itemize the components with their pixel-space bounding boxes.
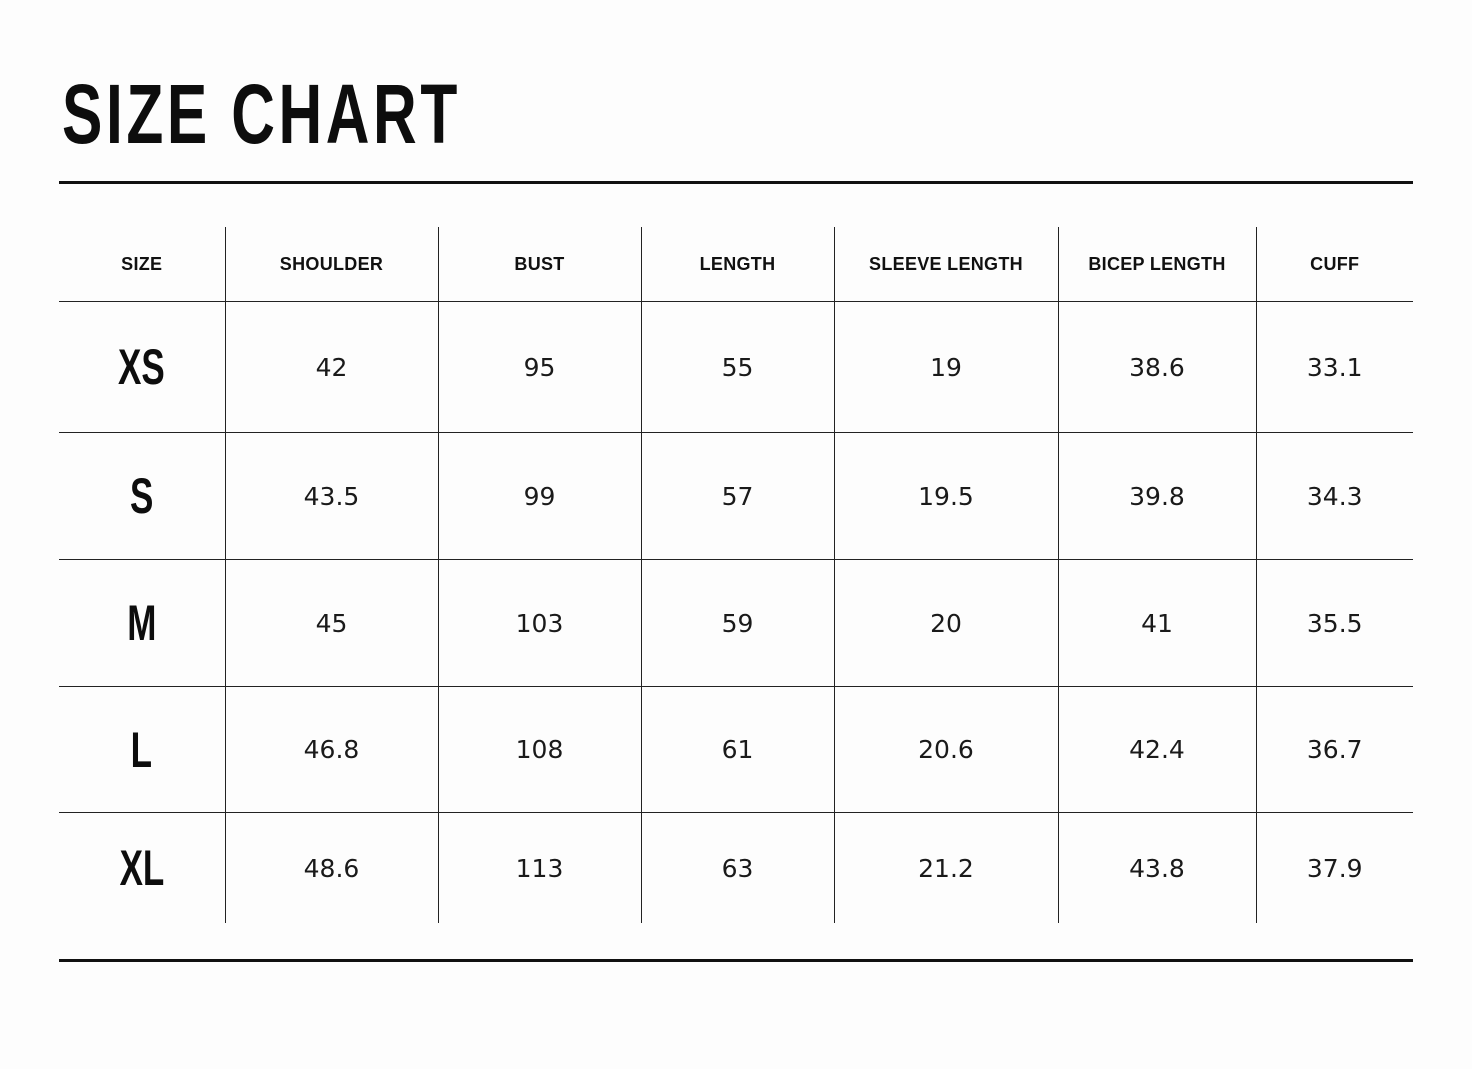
length-cell: 57 [641, 433, 834, 560]
shoulder-cell: 46.8 [225, 687, 438, 813]
length-cell: 61 [641, 687, 834, 813]
column-header-cuff: CUFF [1256, 227, 1413, 302]
size-label-cell [59, 813, 225, 924]
sleeve-length-cell: 21.2 [834, 813, 1058, 924]
cuff-cell: 34.3 [1256, 433, 1413, 560]
sleeve-length-cell: 19.5 [834, 433, 1058, 560]
bottom-divider [59, 959, 1413, 962]
bicep-length-cell: 41 [1058, 560, 1256, 687]
size-label-cell [59, 560, 225, 687]
bust-cell: 113 [438, 813, 641, 924]
column-header-bicep-length: BICEP LENGTH [1058, 227, 1256, 302]
column-header-length: LENGTH [641, 227, 834, 302]
size-label-cell [59, 302, 225, 433]
table-row [59, 302, 1413, 433]
bust-cell: 95 [438, 302, 641, 433]
sleeve-length-cell: 20.6 [834, 687, 1058, 813]
bicep-length-cell: 38.6 [1058, 302, 1256, 433]
shoulder-cell: 42 [225, 302, 438, 433]
length-cell: 59 [641, 560, 834, 687]
bicep-length-cell: 43.8 [1058, 813, 1256, 924]
size-label: S [130, 468, 154, 524]
bicep-length-cell: 42.4 [1058, 687, 1256, 813]
size-table [59, 227, 1413, 923]
shoulder-cell: 48.6 [225, 813, 438, 924]
length-cell: 55 [641, 302, 834, 433]
column-header-bust: BUST [438, 227, 641, 302]
size-label-cell [59, 687, 225, 813]
table-row [59, 560, 1413, 687]
shoulder-cell: 43.5 [225, 433, 438, 560]
shoulder-cell: 45 [225, 560, 438, 687]
length-cell: 63 [641, 813, 834, 924]
size-label: L [131, 721, 153, 778]
size-label-cell [59, 433, 225, 560]
table-header-row [59, 227, 1413, 302]
page-title: SIZE CHART [62, 67, 461, 161]
cuff-cell: 36.7 [1256, 687, 1413, 813]
column-header-shoulder: SHOULDER [225, 227, 438, 302]
cuff-cell: 33.1 [1256, 302, 1413, 433]
column-header-size: SIZE [59, 227, 225, 302]
cuff-cell: 37.9 [1256, 813, 1413, 924]
table-row [59, 813, 1413, 924]
column-header-sleeve-length: SLEEVE LENGTH [834, 227, 1058, 302]
size-label: XS [118, 339, 166, 395]
cuff-cell: 35.5 [1256, 560, 1413, 687]
bust-cell: 108 [438, 687, 641, 813]
bust-cell: 103 [438, 560, 641, 687]
bicep-length-cell: 39.8 [1058, 433, 1256, 560]
size-label: M [127, 595, 157, 651]
table-row [59, 687, 1413, 813]
bust-cell: 99 [438, 433, 641, 560]
sleeve-length-cell: 20 [834, 560, 1058, 687]
sleeve-length-cell: 19 [834, 302, 1058, 433]
top-divider [59, 181, 1413, 184]
size-label: XL [119, 840, 165, 896]
table-row [59, 433, 1413, 560]
